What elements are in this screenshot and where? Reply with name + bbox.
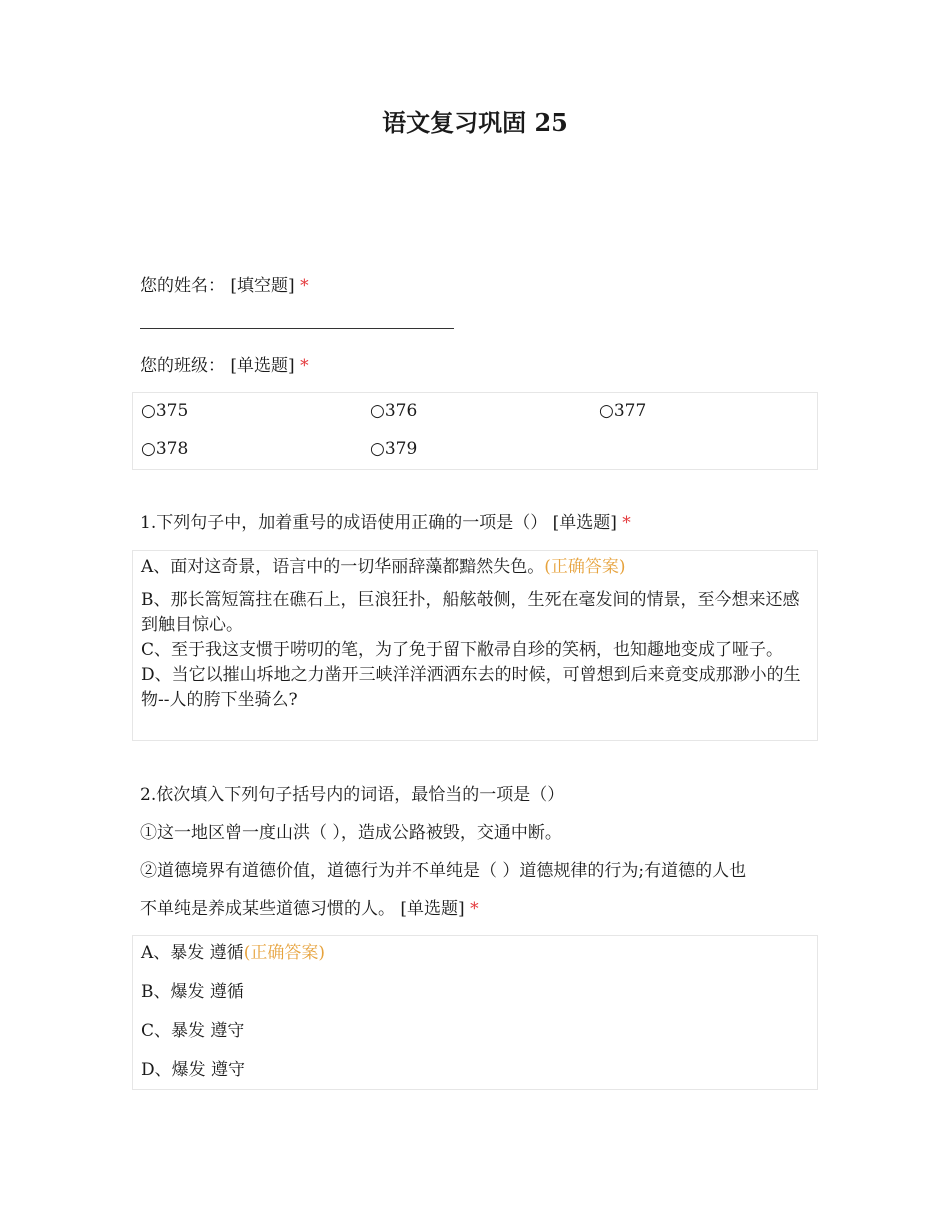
name-answer-blank[interactable] (140, 328, 454, 329)
class-option-379[interactable]: ○379 (370, 439, 418, 459)
name-question-text: 您的姓名： (140, 276, 225, 296)
q1-text: 1.下列句子中，加着重号的成语使用正确的一项是（） (140, 513, 548, 533)
required-mark: * (470, 899, 479, 919)
class-options-box (132, 392, 818, 470)
q2-sentence-2a: ②道德境界有道德价值，道德行为并不单纯是（ ）道德规律的行为;有道德的人也 (140, 861, 747, 881)
required-mark: * (622, 513, 631, 533)
q2-text: 2.依次填入下列句子括号内的词语，最恰当的一项是（） (140, 785, 565, 805)
q1-option-a-text: A、面对这奇景，语言中的一切华丽辞藻都黯然失色。 (141, 557, 545, 577)
q2-sentence-2b-label (140, 897, 479, 921)
q1-type: [单选题] (552, 513, 617, 533)
q1-option-d[interactable]: D、当它以摧山坼地之力凿开三峡洋洋洒洒东去的时候，可曾想到后来竟变成那渺小的生物--人的胯下坐骑么? (141, 665, 801, 710)
class-option-378[interactable]: ○378 (141, 439, 189, 459)
correct-answer-note: (正确答案) (544, 557, 626, 577)
correct-answer-note: (正确答案) (243, 943, 325, 963)
name-question-type: [填空题] (230, 276, 295, 296)
q2-option-a-text: A、暴发 遵循 (141, 943, 244, 963)
q2-sentence-2b: 不单纯是养成某些道德习惯的人。 (140, 899, 395, 919)
required-mark: * (300, 276, 309, 296)
required-mark: * (300, 356, 309, 376)
q2-option-b[interactable]: B、爆发 遵循 (141, 982, 244, 1002)
q1-option-b[interactable]: B、那长篙短篙拄在礁石上，巨浪狂扑，船舷攲侧，生死在毫发间的情景，至今想来还感到触目惊心。 (141, 590, 800, 635)
q1-option-c[interactable]: C、至于我这支惯于唠叨的笔，为了免于留下敝帚自珍的笑柄，也知趣地变成了哑子。 (141, 640, 784, 660)
class-option-377[interactable]: ○377 (599, 401, 647, 421)
q2-option-c[interactable]: C、暴发 遵守 (141, 1021, 245, 1041)
q2-option-a[interactable] (141, 941, 325, 965)
q1-label (140, 511, 631, 535)
q2-option-d[interactable]: D、爆发 遵守 (141, 1060, 246, 1080)
class-question-label (140, 354, 309, 378)
class-question-type: [单选题] (230, 356, 295, 376)
q2-type: [单选题] (400, 899, 465, 919)
q1-option-a[interactable] (133, 555, 817, 580)
class-question-text: 您的班级： (140, 356, 225, 376)
class-option-376[interactable]: ○376 (370, 401, 418, 421)
q1-options-box (132, 550, 818, 741)
q2-options-box (132, 935, 818, 1090)
q2-sentence-1: ①这一地区曾一度山洪（ ），造成公路被毁，交通中断。 (140, 823, 562, 843)
class-option-375[interactable]: ○375 (141, 401, 189, 421)
page-title: 语文复习巩固 25 (382, 108, 568, 137)
name-question-label (140, 274, 309, 298)
